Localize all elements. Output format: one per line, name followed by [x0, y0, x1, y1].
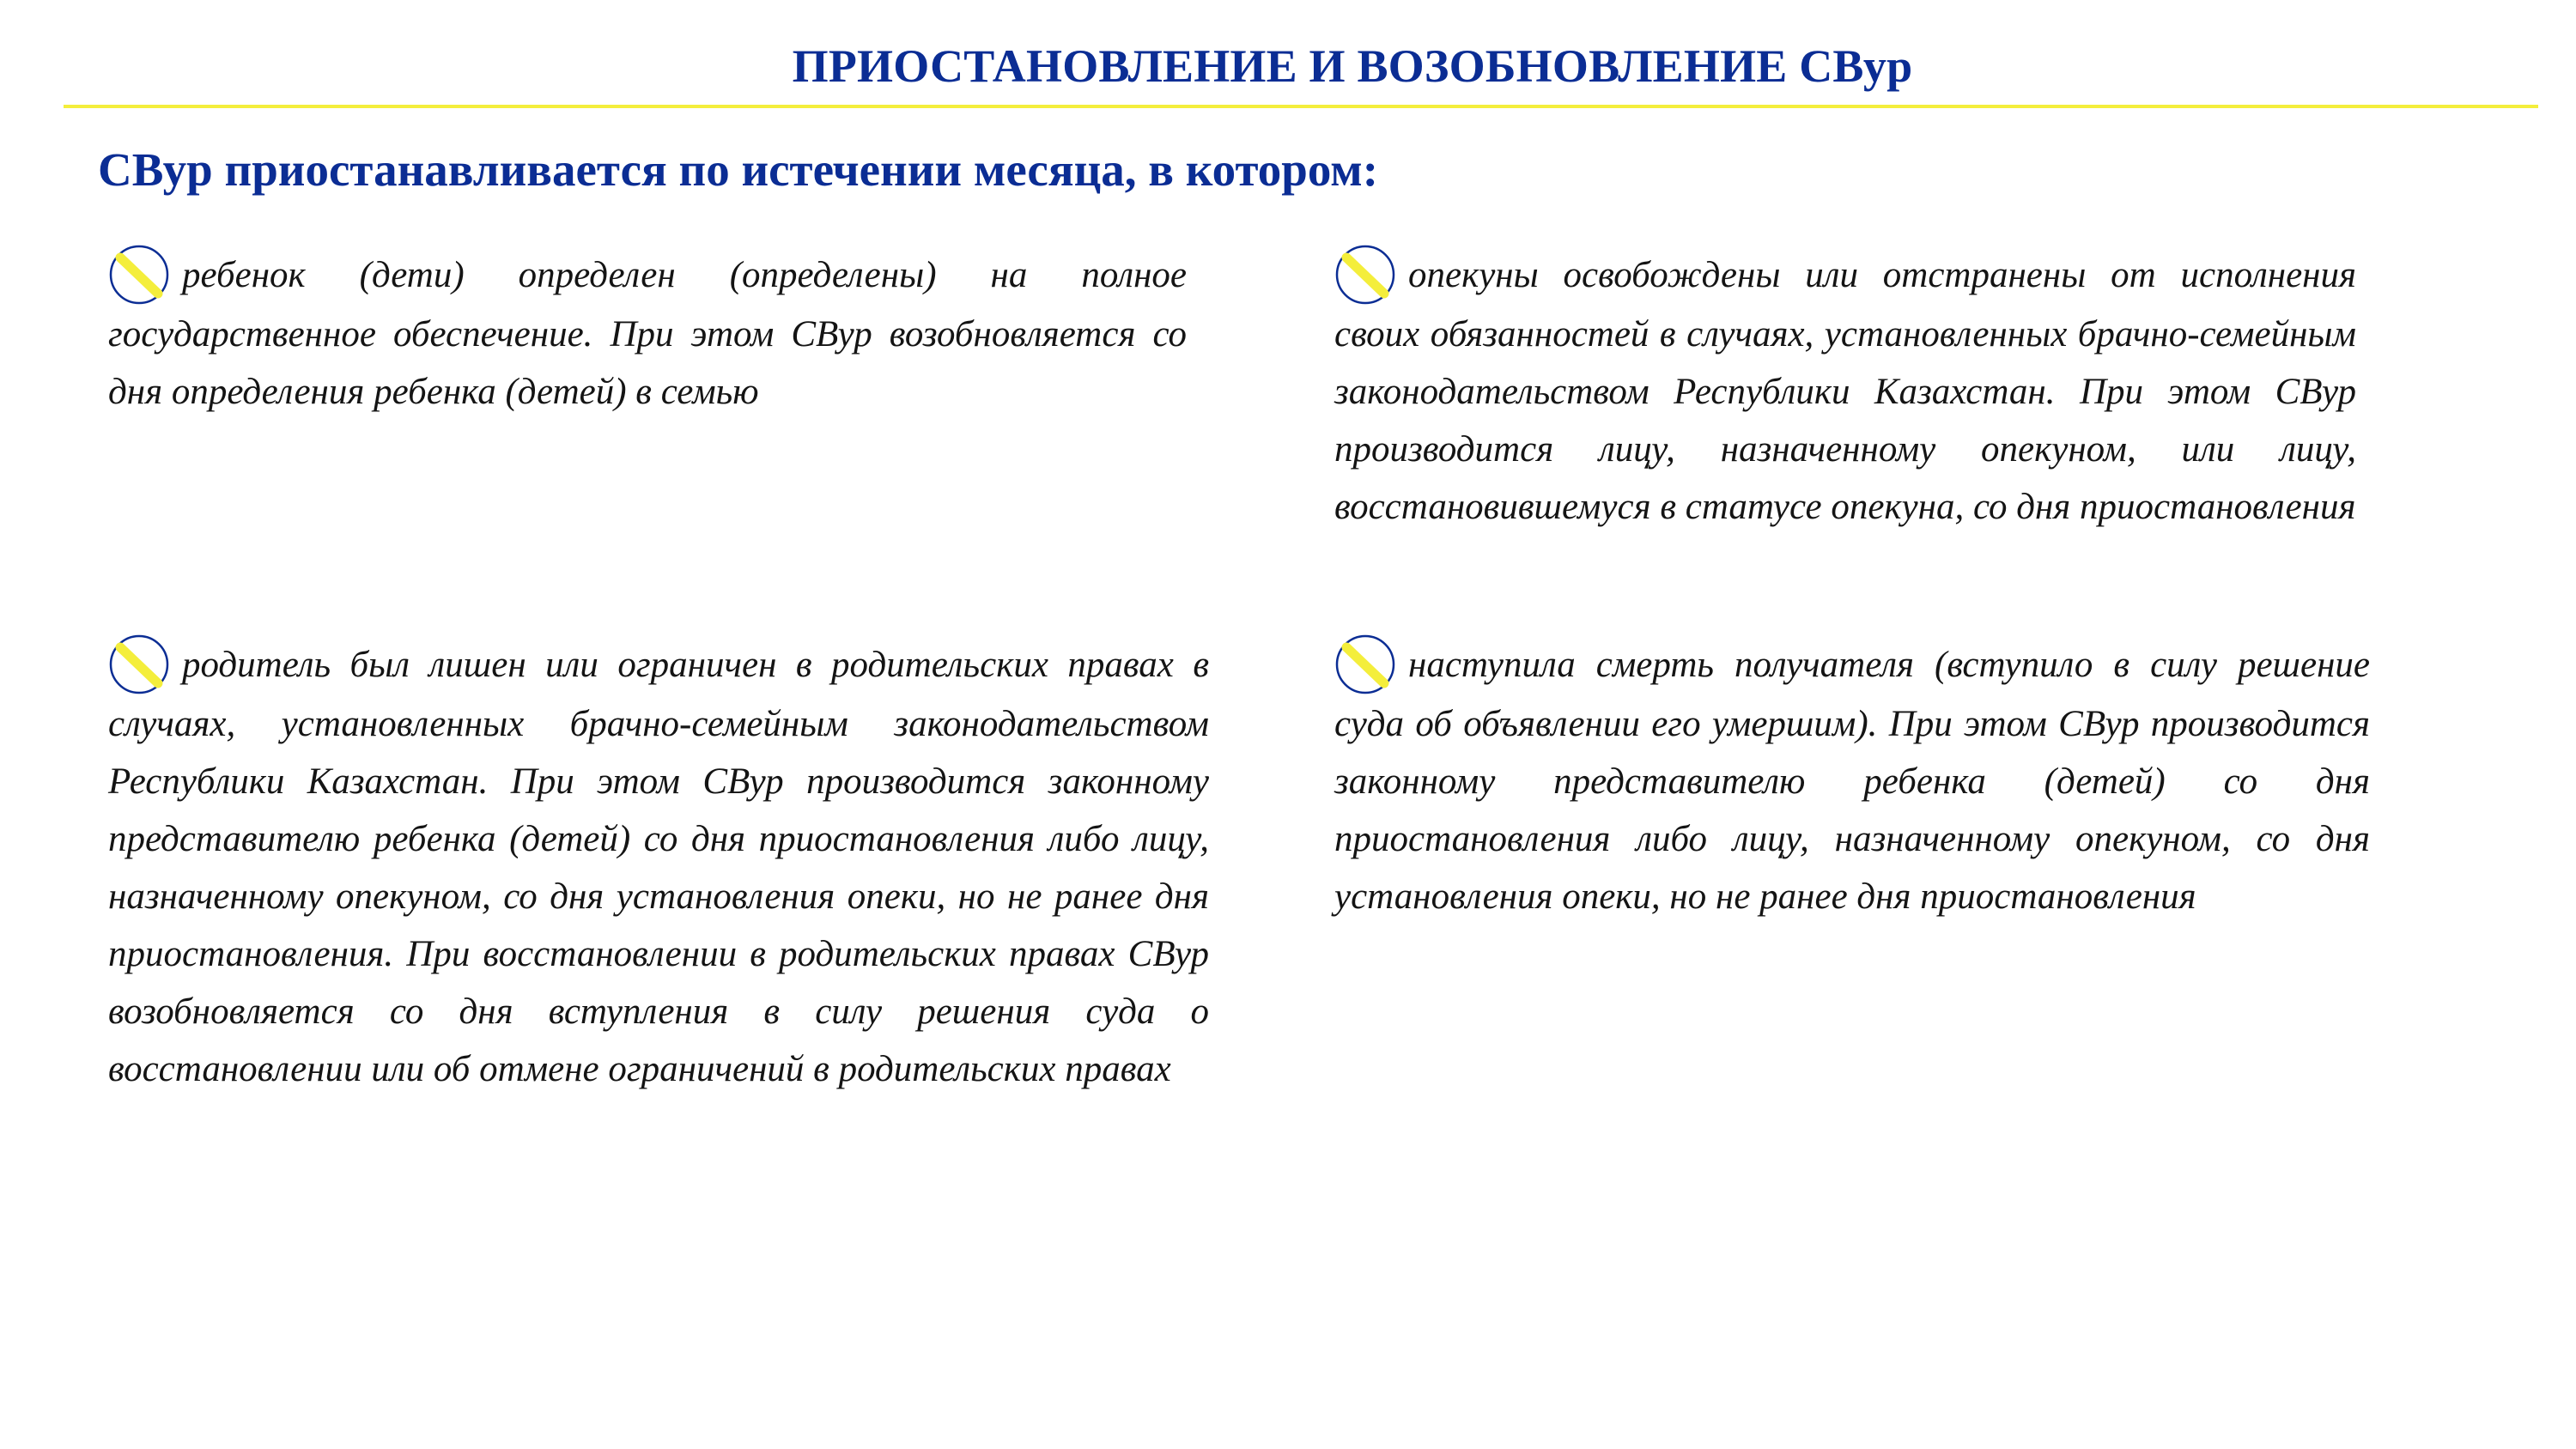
item-text: родитель был лишен или ограничен в родительских правах в случаях, установленных брачно-семейным законодательством Республики Казахстан. При этом СВур производится законному представителю ребенка (детей) со дня приостановления либо лицу, назначенному опекуном, со дня установления опеки, но не ранее дня приостановления. При восстановлении в родительских правах СВур возобновляется со дня вступления в силу решения суда о восстановлении или об отмене ограничений в родительских правах: [108, 645, 1209, 1089]
item-text: наступила смерть получателя (вступило в силу решение суда об объявлении его умершим). При этом СВур производится законному представителю ребенка (детей) со дня приостановления либо лицу, назначенному опекуном, со дня установления опеки, но не ранее дня приостановления: [1334, 645, 2370, 917]
prohibited-sign-icon: [108, 634, 170, 695]
slide-title: ПРИОСТАНОВЛЕНИЕ И ВОЗОБНОВЛЕНИЕ СВур: [792, 40, 1913, 92]
prohibited-sign-icon: [108, 244, 170, 306]
suspension-item-recipient-death: [1334, 634, 2370, 925]
item-text: опекуны освобождены или отстранены от исполнения своих обязанностей в случаях, установленных брачно-семейным законодательством Республики Казахстан. При этом СВур производится лицу, назначенному опекуном, или лицу, восстановившемуся в статусе опекуна, со дня приостановления: [1334, 255, 2356, 527]
title-divider: [64, 105, 2538, 108]
prohibited-sign-icon: [1334, 634, 1396, 695]
suspension-item-state-care: [108, 244, 1187, 421]
suspension-item-parental-rights: [108, 634, 1209, 1098]
prohibited-sign-icon: [1334, 244, 1396, 306]
slide-subtitle: СВур приостанавливается по истечении месяца, в котором:: [98, 143, 1379, 196]
suspension-item-guardians-released: [1334, 244, 2356, 536]
item-text: ребенок (дети) определен (определены) на полное государственное обеспечение. При этом СВур возобновляется со дня определения ребенка (детей) в семью: [108, 255, 1187, 412]
